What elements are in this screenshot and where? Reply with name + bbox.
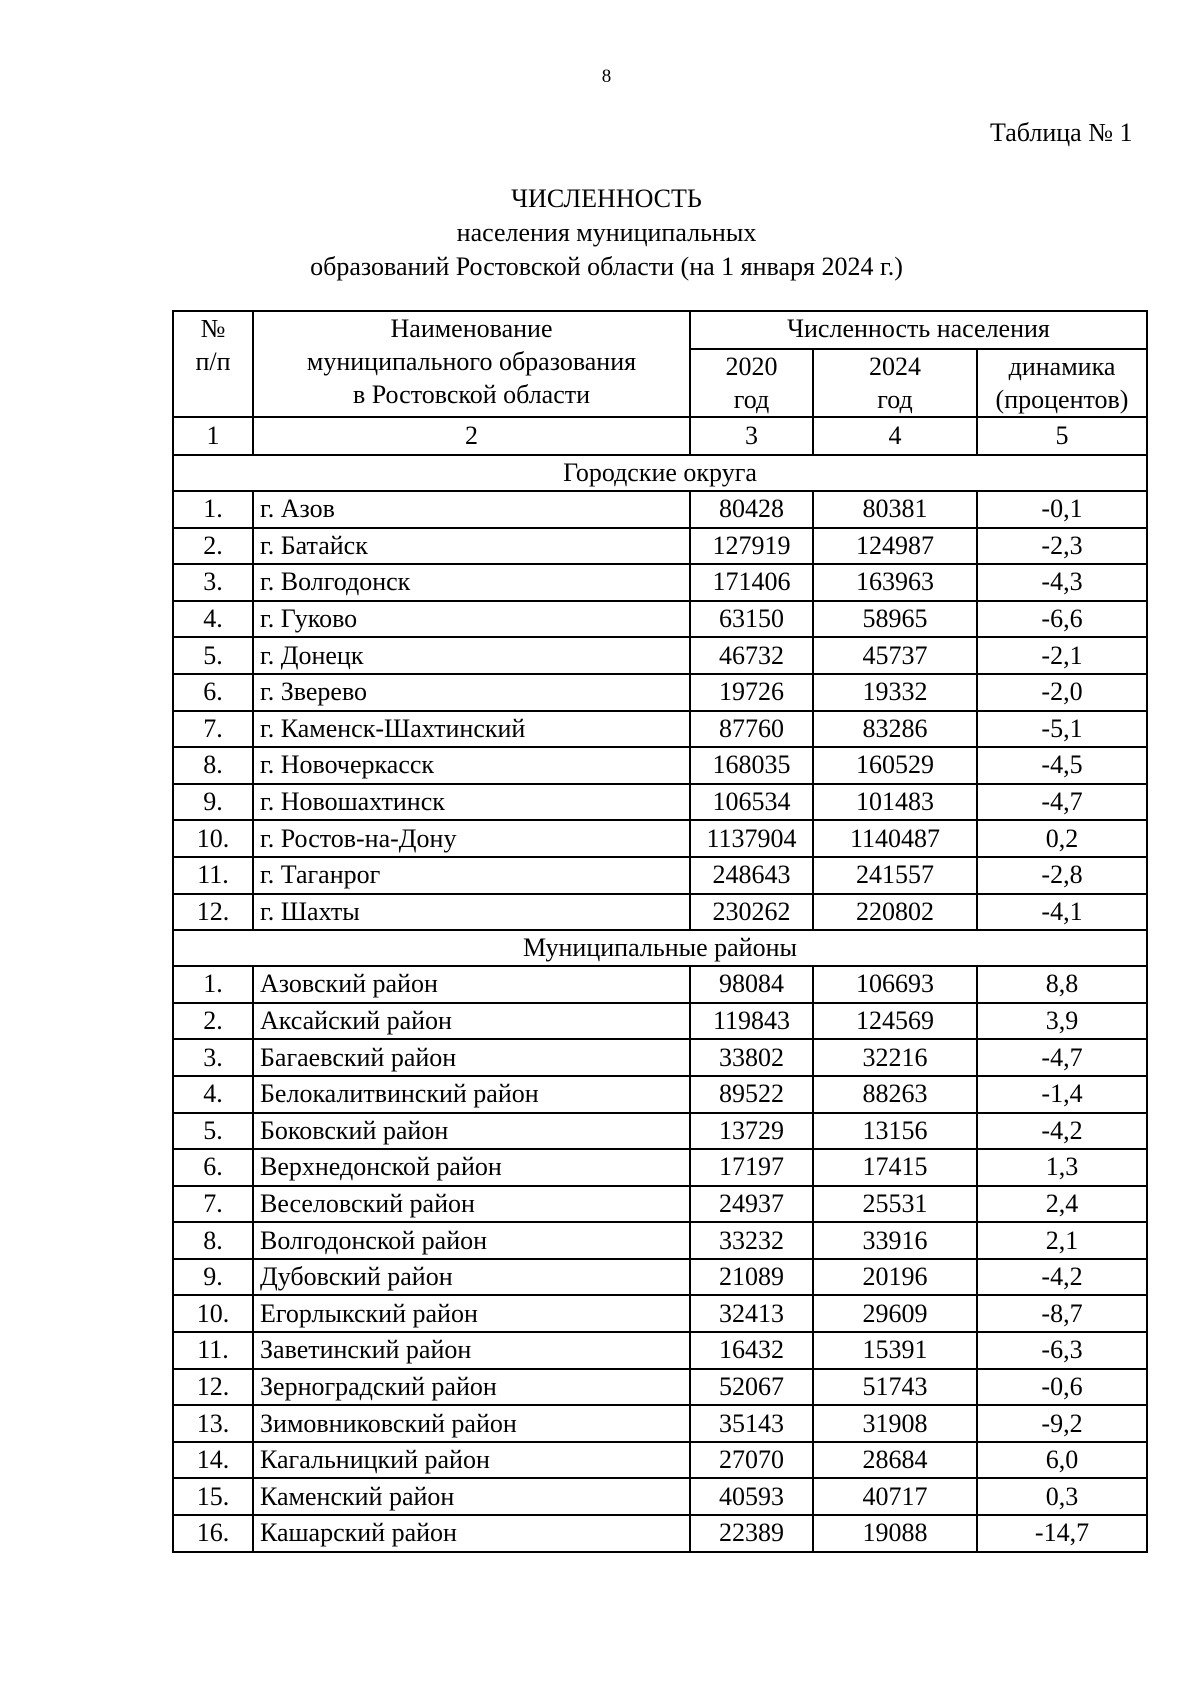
row-dynamics: -4,5 [977,747,1147,784]
row-number: 11. [173,1332,253,1369]
row-dynamics: -2,8 [977,857,1147,894]
table-label: Таблица № 1 [990,118,1133,147]
row-value-2024: 32216 [813,1039,977,1076]
column-number: 3 [690,417,813,455]
row-name: Багаевский район [253,1039,690,1076]
header-population-group: Численность населения [690,311,1147,349]
row-number: 3. [173,1039,253,1076]
header-dynamics-line2: (процентов) [995,385,1129,414]
table-row [173,564,1147,601]
row-name: Аксайский район [253,1003,690,1040]
row-value-2020: 52067 [690,1369,813,1406]
row-dynamics: 3,9 [977,1003,1147,1040]
row-name: г. Таганрог [253,857,690,894]
row-dynamics: -4,1 [977,894,1147,931]
table-row [173,966,1147,1003]
row-dynamics: -4,7 [977,784,1147,821]
row-number: 10. [173,820,253,857]
row-name: Белокалитвинский район [253,1076,690,1113]
row-name: Волгодонской район [253,1222,690,1259]
row-dynamics: -2,1 [977,637,1147,674]
row-value-2020: 171406 [690,564,813,601]
row-value-2020: 24937 [690,1186,813,1223]
title-line-2: населения муниципальных [456,218,757,247]
row-name: Заветинский район [253,1332,690,1369]
row-number: 5. [173,1113,253,1150]
row-value-2020: 46732 [690,637,813,674]
table-row [173,1405,1147,1442]
title-line-1: ЧИСЛЕННОСТЬ [511,184,702,213]
row-value-2024: 58965 [813,601,977,638]
row-value-2020: 27070 [690,1442,813,1479]
row-number: 1. [173,491,253,528]
row-value-2024: 220802 [813,894,977,931]
row-dynamics: 0,3 [977,1478,1147,1515]
header-num-line2: п/п [195,347,231,376]
row-name: г. Зверево [253,674,690,711]
row-name: Дубовский район [253,1259,690,1296]
row-value-2020: 33232 [690,1222,813,1259]
row-value-2020: 98084 [690,966,813,1003]
row-value-2024: 101483 [813,784,977,821]
column-numbers-row [173,417,1147,455]
row-dynamics: 6,0 [977,1442,1147,1479]
header-dynamics-line1: динамика [1008,352,1116,381]
page-number: 8 [601,66,612,87]
row-number: 12. [173,1369,253,1406]
table-row [173,1369,1147,1406]
table-title [0,182,1200,284]
row-name: Азовский район [253,966,690,1003]
row-name: г. Гуково [253,601,690,638]
row-number: 8. [173,1222,253,1259]
table-row [173,1515,1147,1552]
row-value-2020: 35143 [690,1405,813,1442]
row-dynamics: -14,7 [977,1515,1147,1552]
row-number: 2. [173,1003,253,1040]
row-value-2024: 20196 [813,1259,977,1296]
row-dynamics: -4,7 [977,1039,1147,1076]
row-dynamics: -4,3 [977,564,1147,601]
row-value-2020: 13729 [690,1113,813,1150]
row-number: 12. [173,894,253,931]
row-value-2020: 119843 [690,1003,813,1040]
section-title: Городские округа [173,455,1147,491]
table-row [173,784,1147,821]
table-row [173,674,1147,711]
row-number: 7. [173,1186,253,1223]
table-row [173,820,1147,857]
row-number: 15. [173,1478,253,1515]
section-header-row [173,930,1147,966]
table-row [173,1478,1147,1515]
table-row [173,1039,1147,1076]
row-name: г. Донецк [253,637,690,674]
row-name: Боковский район [253,1113,690,1150]
row-dynamics: -5,1 [977,711,1147,748]
row-number: 10. [173,1295,253,1332]
row-dynamics: -1,4 [977,1076,1147,1113]
row-value-2020: 40593 [690,1478,813,1515]
column-number: 4 [813,417,977,455]
row-value-2024: 28684 [813,1442,977,1479]
row-dynamics: -0,1 [977,491,1147,528]
row-value-2024: 15391 [813,1332,977,1369]
table-row [173,1186,1147,1223]
section-header-row [173,455,1147,491]
row-value-2024: 124987 [813,528,977,565]
row-dynamics: -8,7 [977,1295,1147,1332]
row-number: 4. [173,1076,253,1113]
row-name: г. Батайск [253,528,690,565]
header-2020 [690,349,813,417]
table-row [173,1003,1147,1040]
header-num-line1: № [200,314,226,343]
row-dynamics: -9,2 [977,1405,1147,1442]
title-line-3: образований Ростовской области (на 1 января 2024 г.) [310,252,903,281]
row-dynamics: -4,2 [977,1113,1147,1150]
row-name: г. Ростов-на-Дону [253,820,690,857]
table-row [173,857,1147,894]
table-row [173,711,1147,748]
row-value-2020: 33802 [690,1039,813,1076]
row-value-2020: 127919 [690,528,813,565]
row-value-2020: 87760 [690,711,813,748]
row-number: 5. [173,637,253,674]
row-name: г. Шахты [253,894,690,931]
row-value-2024: 31908 [813,1405,977,1442]
row-value-2024: 25531 [813,1186,977,1223]
row-number: 13. [173,1405,253,1442]
row-value-2020: 106534 [690,784,813,821]
row-value-2024: 51743 [813,1369,977,1406]
row-value-2024: 106693 [813,966,977,1003]
row-value-2024: 45737 [813,637,977,674]
row-name: г. Азов [253,491,690,528]
table-row [173,1259,1147,1296]
table-row [173,1442,1147,1479]
row-value-2020: 80428 [690,491,813,528]
row-name: г. Волгодонск [253,564,690,601]
table-row [173,601,1147,638]
row-dynamics: 1,3 [977,1149,1147,1186]
table-row [173,491,1147,528]
column-number: 5 [977,417,1147,455]
row-dynamics: -2,3 [977,528,1147,565]
row-name: Егорлыкский район [253,1295,690,1332]
row-number: 14. [173,1442,253,1479]
row-value-2024: 163963 [813,564,977,601]
row-value-2020: 230262 [690,894,813,931]
row-number: 9. [173,784,253,821]
row-value-2024: 33916 [813,1222,977,1259]
header-2020-line1: 2020 [725,352,778,381]
row-value-2020: 63150 [690,601,813,638]
row-value-2024: 241557 [813,857,977,894]
row-dynamics: -6,3 [977,1332,1147,1369]
row-name: Кашарский район [253,1515,690,1552]
row-value-2020: 16432 [690,1332,813,1369]
table-row [173,1076,1147,1113]
header-name-line1: Наименование [390,314,553,343]
row-name: Каменский район [253,1478,690,1515]
header-dynamics [977,349,1147,417]
table-row [173,1332,1147,1369]
header-2020-line2: год [733,385,770,414]
table-row [173,528,1147,565]
row-value-2020: 21089 [690,1259,813,1296]
row-dynamics: 2,4 [977,1186,1147,1223]
table-row [173,1222,1147,1259]
row-number: 6. [173,674,253,711]
row-value-2020: 22389 [690,1515,813,1552]
row-value-2020: 19726 [690,674,813,711]
table-row [173,1149,1147,1186]
table-row [173,747,1147,784]
row-dynamics: 0,2 [977,820,1147,857]
row-number: 11. [173,857,253,894]
row-value-2024: 19332 [813,674,977,711]
header-2024 [813,349,977,417]
row-number: 4. [173,601,253,638]
row-value-2020: 89522 [690,1076,813,1113]
row-number: 9. [173,1259,253,1296]
row-name: Веселовский район [253,1186,690,1223]
table-row [173,637,1147,674]
table-row [173,1295,1147,1332]
header-name-line3: в Ростовской области [352,380,591,409]
row-value-2024: 1140487 [813,820,977,857]
row-value-2020: 32413 [690,1295,813,1332]
row-value-2024: 83286 [813,711,977,748]
header-name-line2: муниципального образования [306,347,637,376]
row-number: 7. [173,711,253,748]
row-name: Кагальницкий район [253,1442,690,1479]
header-2024-line1: 2024 [869,352,921,381]
row-value-2024: 88263 [813,1076,977,1113]
row-dynamics: -4,2 [977,1259,1147,1296]
row-name: г. Новочеркасск [253,747,690,784]
header-2024-line2: год [877,385,913,414]
row-value-2024: 17415 [813,1149,977,1186]
row-name: г. Каменск-Шахтинский [253,711,690,748]
row-dynamics: -0,6 [977,1369,1147,1406]
header-num [173,311,253,417]
row-name: Зимовниковский район [253,1405,690,1442]
row-number: 3. [173,564,253,601]
row-value-2024: 80381 [813,491,977,528]
row-number: 16. [173,1515,253,1552]
row-value-2020: 248643 [690,857,813,894]
row-name: Верхнедонской район [253,1149,690,1186]
row-dynamics: 8,8 [977,966,1147,1003]
row-value-2024: 19088 [813,1515,977,1552]
row-dynamics: -6,6 [977,601,1147,638]
row-dynamics: -2,0 [977,674,1147,711]
row-value-2024: 40717 [813,1478,977,1515]
row-value-2024: 29609 [813,1295,977,1332]
header-name [253,311,690,417]
row-name: г. Новошахтинск [253,784,690,821]
row-value-2020: 1137904 [690,820,813,857]
row-value-2024: 160529 [813,747,977,784]
row-value-2024: 124569 [813,1003,977,1040]
row-number: 1. [173,966,253,1003]
row-dynamics: 2,1 [977,1222,1147,1259]
population-table [172,310,1148,1553]
column-number: 2 [253,417,690,455]
row-number: 8. [173,747,253,784]
row-number: 2. [173,528,253,565]
section-title: Муниципальные районы [173,930,1147,966]
row-value-2024: 13156 [813,1113,977,1150]
row-number: 6. [173,1149,253,1186]
row-name: Зерноградский район [253,1369,690,1406]
table-row [173,894,1147,931]
row-value-2020: 168035 [690,747,813,784]
column-number: 1 [173,417,253,455]
row-value-2020: 17197 [690,1149,813,1186]
table-row [173,1113,1147,1150]
